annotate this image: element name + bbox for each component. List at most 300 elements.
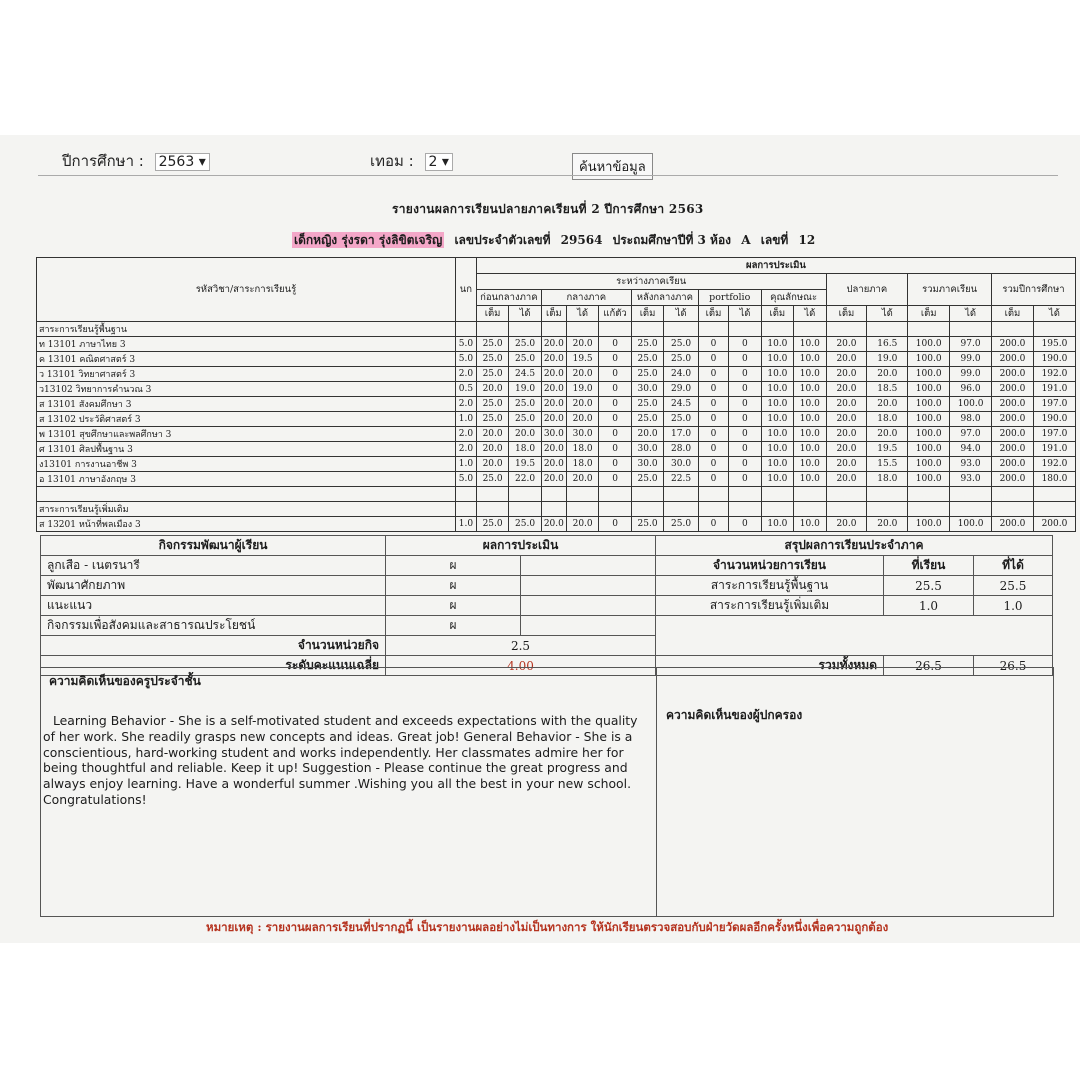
total-studied: 26.5 [884, 656, 974, 676]
subhead-full: เต็ม [992, 306, 1034, 322]
table-row [37, 337, 1076, 352]
score-cell: 93.0 [950, 457, 992, 472]
score-cell: 1.0 [455, 517, 476, 532]
score-cell: 100.0 [908, 427, 950, 442]
score-cell: 25.0 [631, 472, 663, 487]
score-cell: 25.0 [476, 472, 508, 487]
table-row [37, 382, 1076, 397]
score-cell: 1.0 [455, 457, 476, 472]
score-cell: 20.0 [826, 457, 867, 472]
score-cell: 20.0 [867, 517, 908, 532]
score-cell: 25.0 [476, 397, 508, 412]
score-cell: 20.0 [867, 427, 908, 442]
score-cell: 0 [599, 352, 631, 367]
score-cell: 10.0 [761, 397, 793, 412]
score-cell: 100.0 [908, 337, 950, 352]
score-cell: 25.0 [476, 517, 508, 532]
before-mid-header: ก่อนกลางภาค [476, 290, 541, 306]
score-cell: 0 [729, 442, 761, 457]
score-cell: 20.0 [826, 412, 867, 427]
score-cell: 190.0 [1033, 412, 1075, 427]
score-cell: 16.5 [867, 337, 908, 352]
score-cell: 0 [729, 412, 761, 427]
score-cell: 0 [698, 397, 728, 412]
summary-row-label: สาระการเรียนรู้พื้นฐาน [656, 576, 884, 596]
score-cell: 100.0 [908, 397, 950, 412]
score-cell: 192.0 [1033, 457, 1075, 472]
score-cell: 10.0 [761, 457, 793, 472]
divider [38, 175, 1058, 176]
activities-summary-table [40, 535, 1053, 676]
score-cell: 0 [599, 412, 631, 427]
score-cell: 10.0 [794, 337, 826, 352]
teacher-comment-box [41, 668, 657, 916]
comments-section [40, 667, 1054, 917]
score-cell: 200.0 [992, 412, 1034, 427]
after-mid-header: หลังกลางภาค [631, 290, 698, 306]
score-cell: 10.0 [794, 367, 826, 382]
character-header: คุณลักษณะ [761, 290, 826, 306]
subject-header: รหัสวิชา/สาระการเรียนรู้ [37, 258, 456, 322]
score-cell: 0.5 [455, 382, 476, 397]
score-cell: 98.0 [950, 412, 992, 427]
group-basic-row [37, 322, 1076, 337]
score-cell: 197.0 [1033, 427, 1075, 442]
activity-name: ลูกเสือ - เนตรนารี [41, 556, 386, 576]
score-cell: 25.0 [476, 352, 508, 367]
score-cell: 20.0 [867, 367, 908, 382]
score-cell: 10.0 [761, 382, 793, 397]
score-cell: 20.0 [566, 412, 598, 427]
score-cell: 0 [599, 397, 631, 412]
score-cell: 0 [599, 472, 631, 487]
score-cell: 25.0 [631, 352, 663, 367]
score-cell: 20.0 [826, 472, 867, 487]
score-cell: 18.0 [867, 472, 908, 487]
mid-header: กลางภาค [541, 290, 631, 306]
score-cell: 96.0 [950, 382, 992, 397]
score-cell: 19.0 [566, 382, 598, 397]
score-cell: 2.0 [455, 442, 476, 457]
score-cell: 0 [729, 517, 761, 532]
score-cell: 29.0 [664, 382, 699, 397]
no-label: เลขที่ [760, 233, 789, 247]
summary-row-studied: 25.5 [884, 576, 974, 596]
activity-result: ผ [386, 616, 521, 636]
year-select[interactable]: 2563 ▾ [155, 153, 210, 171]
units-value: 2.5 [386, 636, 656, 656]
portfolio-header: portfolio [698, 290, 761, 306]
score-cell: 19.5 [509, 457, 541, 472]
subject-name: ส 13102 ประวัติศาสตร์ 3 [37, 412, 456, 427]
score-cell: 20.0 [476, 457, 508, 472]
score-cell: 10.0 [761, 367, 793, 382]
summary-row-studied: 1.0 [884, 596, 974, 616]
score-cell: 10.0 [761, 517, 793, 532]
score-cell: 2.0 [455, 397, 476, 412]
score-cell: 0 [599, 367, 631, 382]
score-cell: 100.0 [908, 517, 950, 532]
score-cell: 20.0 [476, 382, 508, 397]
subject-name: อ 13101 ภาษาอังกฤษ 3 [37, 472, 456, 487]
score-cell: 20.0 [541, 472, 566, 487]
disclaimer-note: หมายเหตุ : รายงานผลการเรียนที่ปรากฏนี้ เป็นรายงานผลอย่างไม่เป็นทางการ ให้นักเรียนตรวจสอบกับฝ่ายวัดผลอีกครั้งหนึ่งเพื่อความถูกต้อง [206, 920, 889, 934]
grades-table [36, 257, 1076, 532]
score-cell: 10.0 [794, 412, 826, 427]
score-cell: 0 [729, 457, 761, 472]
score-cell: 25.0 [476, 412, 508, 427]
score-cell: 0 [729, 397, 761, 412]
score-cell: 99.0 [950, 367, 992, 382]
score-cell: 20.0 [566, 397, 598, 412]
score-cell: 20.0 [509, 427, 541, 442]
score-cell: 0 [729, 367, 761, 382]
gpa-label: ระดับคะแนนเฉลี่ย [41, 656, 386, 676]
score-cell: 25.0 [476, 367, 508, 382]
score-cell: 20.0 [826, 427, 867, 442]
score-cell: 200.0 [992, 457, 1034, 472]
score-cell: 100.0 [908, 367, 950, 382]
score-cell: 30.0 [631, 442, 663, 457]
score-cell: 25.0 [509, 412, 541, 427]
score-cell: 19.5 [867, 442, 908, 457]
score-cell: 100.0 [908, 352, 950, 367]
score-cell: 1.0 [455, 412, 476, 427]
search-button[interactable]: ค้นหาข้อมูล [572, 153, 653, 180]
summary-studied-header: ที่เรียน [884, 556, 974, 576]
score-cell: 0 [698, 472, 728, 487]
score-cell: 20.0 [541, 412, 566, 427]
eval-header: ผลการประเมิน [476, 258, 1075, 274]
score-cell: 5.0 [455, 472, 476, 487]
score-cell: 191.0 [1033, 382, 1075, 397]
subhead-got: ได้ [664, 306, 699, 322]
summary-row-label: สาระการเรียนรู้เพิ่มเติม [656, 596, 884, 616]
student-info [292, 231, 821, 250]
report-paper [0, 135, 1080, 943]
table-row [37, 397, 1076, 412]
score-cell: 25.0 [664, 337, 699, 352]
score-cell: 0 [729, 472, 761, 487]
group-extra-label: สาระการเรียนรู้เพิ่มเติม [37, 502, 456, 517]
score-cell: 20.0 [541, 352, 566, 367]
activity-result: ผ [386, 596, 521, 616]
subject-name: ท 13101 ภาษาไทย 3 [37, 337, 456, 352]
subject-name: ศ 13101 ศิลปพื้นฐาน 3 [37, 442, 456, 457]
subject-name: ว13102 วิทยาการคำนวณ 3 [37, 382, 456, 397]
subhead-full: เต็ม [476, 306, 508, 322]
subject-name: ง13101 การงานอาชีพ 3 [37, 457, 456, 472]
score-cell: 0 [698, 457, 728, 472]
score-cell: 200.0 [992, 352, 1034, 367]
subhead-full: เต็ม [826, 306, 867, 322]
score-cell: 10.0 [761, 337, 793, 352]
score-cell: 20.0 [826, 352, 867, 367]
subhead-full: เต็ม [908, 306, 950, 322]
activities-eval-header: ผลการประเมิน [386, 536, 656, 556]
score-cell: 20.0 [826, 397, 867, 412]
score-cell: 28.0 [664, 442, 699, 457]
score-cell: 0 [698, 442, 728, 457]
score-cell: 15.5 [867, 457, 908, 472]
score-cell: 17.0 [664, 427, 699, 442]
score-cell: 20.0 [867, 397, 908, 412]
subhead-got: ได้ [1033, 306, 1075, 322]
score-cell: 2.0 [455, 427, 476, 442]
score-cell: 25.0 [631, 337, 663, 352]
subject-name: ค 13101 คณิตศาสตร์ 3 [37, 352, 456, 367]
year-label: ปีการศึกษา : [62, 152, 144, 170]
score-cell: 20.0 [541, 397, 566, 412]
score-cell: 30.0 [566, 427, 598, 442]
score-cell: 20.0 [541, 517, 566, 532]
score-cell: 25.0 [509, 337, 541, 352]
score-cell: 18.0 [566, 442, 598, 457]
subject-name: พ 13101 สุขศึกษาและพลศึกษา 3 [37, 427, 456, 442]
score-cell: 10.0 [761, 442, 793, 457]
blank-row [37, 487, 1076, 502]
score-cell: 25.0 [509, 517, 541, 532]
total-label: รวมทั้งหมด [656, 656, 884, 676]
activities-header: กิจกรรมพัฒนาผู้เรียน [41, 536, 386, 556]
score-cell: 25.0 [509, 397, 541, 412]
score-cell: 10.0 [794, 397, 826, 412]
subject-name: ว 13101 วิทยาศาสตร์ 3 [37, 367, 456, 382]
score-cell: 20.0 [826, 337, 867, 352]
score-cell: 100.0 [908, 442, 950, 457]
score-cell: 20.0 [826, 442, 867, 457]
score-cell: 5.0 [455, 337, 476, 352]
score-cell: 20.0 [826, 517, 867, 532]
score-cell: 25.0 [631, 517, 663, 532]
score-cell: 25.0 [664, 352, 699, 367]
score-cell: 0 [698, 337, 728, 352]
score-cell: 18.5 [867, 382, 908, 397]
score-cell: 2.0 [455, 367, 476, 382]
score-cell: 200.0 [992, 337, 1034, 352]
score-cell: 0 [698, 382, 728, 397]
student-name: เด็กหญิง รุ่งรดา รุ่งลิขิตเจริญ [294, 233, 443, 247]
score-cell: 100.0 [950, 517, 992, 532]
score-cell: 24.5 [664, 397, 699, 412]
score-cell: 197.0 [1033, 397, 1075, 412]
score-cell: 10.0 [794, 427, 826, 442]
credit-header: นก [455, 258, 476, 322]
score-cell: 100.0 [908, 457, 950, 472]
score-cell: 10.0 [794, 457, 826, 472]
score-cell: 20.0 [476, 427, 508, 442]
score-cell: 0 [698, 517, 728, 532]
score-cell: 20.0 [826, 382, 867, 397]
score-cell: 200.0 [992, 367, 1034, 382]
score-cell: 20.0 [566, 337, 598, 352]
year-total-header: รวมปีการศึกษา [992, 274, 1076, 306]
score-cell: 200.0 [992, 397, 1034, 412]
score-cell: 20.0 [566, 472, 598, 487]
term-select[interactable]: 2 ▾ [425, 153, 453, 171]
subhead-got: ได้ [729, 306, 761, 322]
score-cell: 10.0 [761, 427, 793, 442]
score-cell: 97.0 [950, 337, 992, 352]
score-cell: 190.0 [1033, 352, 1075, 367]
score-cell: 5.0 [455, 352, 476, 367]
score-cell: 30.0 [541, 427, 566, 442]
score-cell: 0 [698, 427, 728, 442]
no-value: 12 [798, 233, 816, 247]
score-cell: 20.0 [826, 367, 867, 382]
score-cell: 200.0 [992, 427, 1034, 442]
subhead-full: เต็ม [631, 306, 663, 322]
subhead-got: ได้ [950, 306, 992, 322]
units-label: จำนวนหน่วยกิจ [41, 636, 386, 656]
table-row [37, 442, 1076, 457]
score-cell: 25.0 [509, 352, 541, 367]
term-total-header: รวมภาคเรียน [908, 274, 992, 306]
table-row [37, 427, 1076, 442]
summary-got-header: ที่ได้ [974, 556, 1053, 576]
summary-row-got: 25.5 [974, 576, 1053, 596]
score-cell: 22.0 [509, 472, 541, 487]
score-cell: 20.0 [541, 367, 566, 382]
score-cell: 30.0 [631, 457, 663, 472]
score-cell: 10.0 [761, 472, 793, 487]
score-cell: 20.0 [541, 382, 566, 397]
score-cell: 25.0 [664, 412, 699, 427]
score-cell: 0 [729, 337, 761, 352]
score-cell: 0 [698, 412, 728, 427]
score-cell: 25.0 [631, 397, 663, 412]
subhead-full: เต็ม [698, 306, 728, 322]
score-cell: 20.0 [541, 442, 566, 457]
summary-header: สรุปผลการเรียนประจำภาค [656, 536, 1053, 556]
table-row [37, 412, 1076, 427]
table-row [37, 517, 1076, 532]
score-cell: 20.0 [541, 337, 566, 352]
score-cell: 0 [729, 382, 761, 397]
room-value: A [741, 233, 751, 247]
during-term-header: ระหว่างภาคเรียน [476, 274, 826, 290]
score-cell: 0 [599, 442, 631, 457]
score-cell: 180.0 [1033, 472, 1075, 487]
subhead-got: ได้ [794, 306, 826, 322]
score-cell: 20.0 [566, 517, 598, 532]
score-cell: 24.5 [509, 367, 541, 382]
final-header: ปลายภาค [826, 274, 908, 306]
score-cell: 25.0 [631, 367, 663, 382]
score-cell: 191.0 [1033, 442, 1075, 457]
subject-name: ส 13201 หน้าที่พลเมือง 3 [37, 517, 456, 532]
score-cell: 25.0 [476, 337, 508, 352]
score-cell: 20.0 [476, 442, 508, 457]
score-cell: 25.0 [631, 412, 663, 427]
subhead-got: ได้ [566, 306, 598, 322]
score-cell: 10.0 [761, 352, 793, 367]
score-cell: 22.5 [664, 472, 699, 487]
parent-comment-header: ความคิดเห็นของผู้ปกครอง [666, 708, 803, 722]
term-label: เทอม : [370, 152, 414, 170]
score-cell: 10.0 [794, 517, 826, 532]
score-cell: 20.0 [631, 427, 663, 442]
score-cell: 0 [698, 367, 728, 382]
score-cell: 30.0 [664, 457, 699, 472]
score-cell: 94.0 [950, 442, 992, 457]
teacher-comment-header: ความคิดเห็นของครูประจำชั้น [49, 674, 201, 688]
total-got: 26.5 [974, 656, 1053, 676]
subhead-full: เต็ม [761, 306, 793, 322]
score-cell: 195.0 [1033, 337, 1075, 352]
group-extra-row [37, 502, 1076, 517]
score-cell: 100.0 [908, 412, 950, 427]
score-cell: 100.0 [908, 472, 950, 487]
score-cell: 0 [599, 337, 631, 352]
score-cell: 20.0 [566, 367, 598, 382]
score-cell: 0 [698, 352, 728, 367]
subhead-got: ได้ [867, 306, 908, 322]
subhead-full: เต็ม [541, 306, 566, 322]
score-cell: 0 [729, 352, 761, 367]
subhead-fixed: แก้ตัว [599, 306, 631, 322]
table-row [37, 352, 1076, 367]
score-cell: 200.0 [1033, 517, 1075, 532]
table-row [37, 367, 1076, 382]
summary-row-got: 1.0 [974, 596, 1053, 616]
gpa-value: 4.00 [386, 656, 656, 676]
score-cell: 18.0 [867, 412, 908, 427]
score-cell: 30.0 [631, 382, 663, 397]
score-cell: 24.0 [664, 367, 699, 382]
score-cell: 192.0 [1033, 367, 1075, 382]
class-label: ประถมศึกษาปีที่ 3 ห้อง [612, 233, 732, 247]
score-cell: 200.0 [992, 517, 1034, 532]
term-filter [370, 149, 453, 173]
score-cell: 10.0 [794, 382, 826, 397]
score-cell: 100.0 [950, 397, 992, 412]
score-cell: 97.0 [950, 427, 992, 442]
score-cell: 200.0 [992, 442, 1034, 457]
score-cell: 20.0 [541, 457, 566, 472]
teacher-comment-text: Learning Behavior - She is a self-motivated student and exceeds expectations with the quality of her work. She readily grasps new concepts and ideas. Great job! General Behavior - She is a conscientious, hard-working student and works independently. Her classmates admire her for being thoughtful and reliable. Keep it up! Suggestion - Please continue the great progress and always enjoy learning. Have a wonderful summer .Wishing you all the best in your new school. Congratulations! [43, 713, 638, 807]
score-cell: 19.5 [566, 352, 598, 367]
score-cell: 0 [729, 427, 761, 442]
score-cell: 0 [599, 382, 631, 397]
score-cell: 25.0 [664, 517, 699, 532]
score-cell: 10.0 [794, 442, 826, 457]
report-title: รายงานผลการเรียนปลายภาคเรียนที่ 2 ปีการศึกษา 2563 [392, 202, 704, 216]
year-filter [62, 149, 210, 173]
id-label: เลขประจำตัวเลขที่ [454, 233, 551, 247]
score-cell: 18.0 [509, 442, 541, 457]
score-cell: 18.0 [566, 457, 598, 472]
score-cell: 93.0 [950, 472, 992, 487]
group-basic-label: สาระการเรียนรู้พื้นฐาน [37, 322, 456, 337]
activity-name: กิจกรรมเพื่อสังคมและสาธารณประโยชน์ [41, 616, 386, 636]
activity-result: ผ [386, 576, 521, 596]
score-cell: 100.0 [908, 382, 950, 397]
activity-name: แนะแนว [41, 596, 386, 616]
score-cell: 0 [599, 457, 631, 472]
score-cell: 10.0 [761, 412, 793, 427]
score-cell: 99.0 [950, 352, 992, 367]
score-cell: 200.0 [992, 472, 1034, 487]
score-cell: 10.0 [794, 472, 826, 487]
activity-result: ผ [386, 556, 521, 576]
score-cell: 10.0 [794, 352, 826, 367]
table-row [37, 472, 1076, 487]
score-cell: 19.0 [509, 382, 541, 397]
summary-units-header: จำนวนหน่วยการเรียน [656, 556, 884, 576]
score-cell: 0 [599, 517, 631, 532]
subhead-got: ได้ [509, 306, 541, 322]
